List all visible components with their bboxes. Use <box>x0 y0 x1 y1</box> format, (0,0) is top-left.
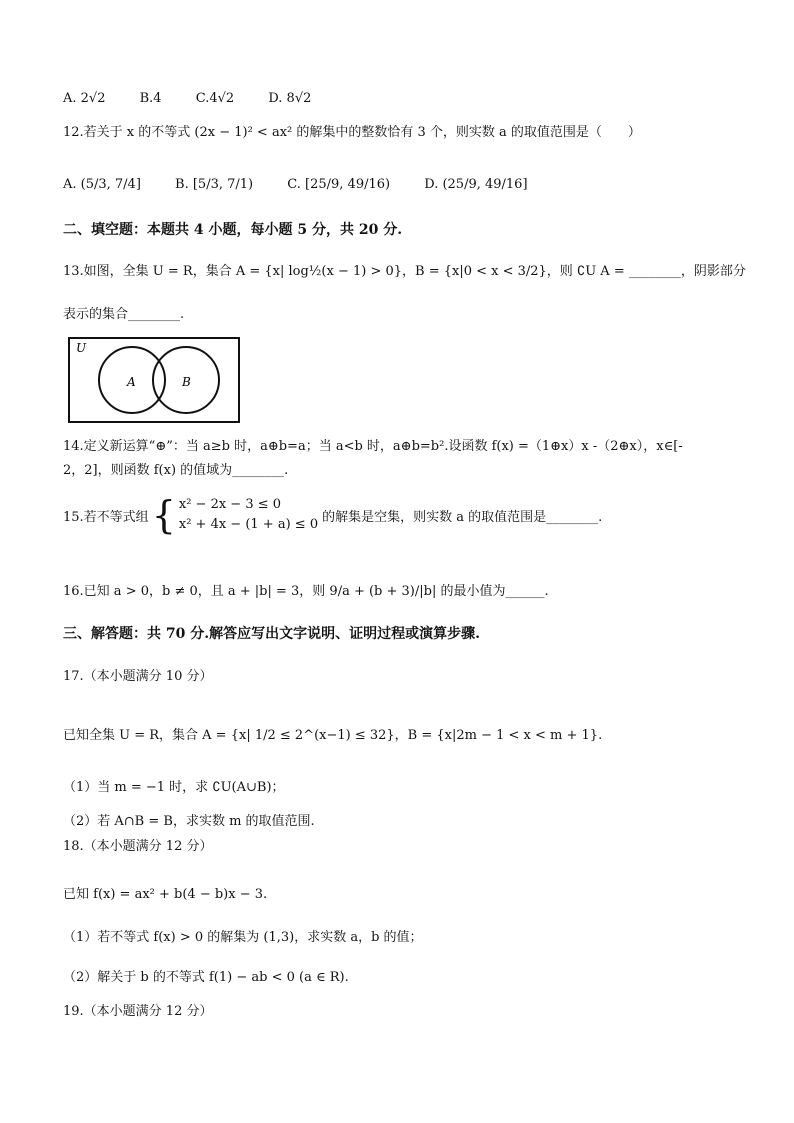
q11-option-c: C.4√2 <box>195 91 235 106</box>
q15-inequality-2: x² + 4x − (1 + a) ≤ 0 <box>178 517 319 532</box>
q15 <box>63 490 602 540</box>
q15-system <box>179 495 318 535</box>
q13-line2: 表示的集合________. <box>63 307 185 322</box>
q11-option-a: A. 2√2 <box>63 91 106 106</box>
q15-prefix: 15.若不等式组 <box>63 509 149 525</box>
q18-part2: （2）解关于 b 的不等式 f(1) − ab < 0 (a ∈ R). <box>63 970 349 985</box>
set-b-label: B <box>182 375 191 389</box>
set-a-label: A <box>127 375 136 389</box>
venn-diagram <box>68 337 240 425</box>
q12-option-d: D. (25/9, 49/16] <box>424 177 528 192</box>
q15-brace: { <box>151 493 176 537</box>
q17-part1: （1）当 m = −1 时，求 ∁U(A∪B)； <box>63 780 285 795</box>
q15-inequality-1: x² − 2x − 3 ≤ 0 <box>178 497 282 512</box>
q12-option-a: A. (5/3, 7/4] <box>63 177 141 192</box>
q11-option-d: D. 8√2 <box>268 91 312 106</box>
universe-label: U <box>76 341 87 355</box>
q16: 16.已知 a > 0，b ≠ 0，且 a + |b| = 3，则 9/a + (b + 3)/|b| 的最小值为______. <box>63 584 549 599</box>
section2-title: 二、填空题：本题共 4 小题，每小题 5 分，共 20 分. <box>63 222 403 238</box>
q11-option-b: B.4 <box>139 91 162 106</box>
q18-header: 18.（本小题满分 12 分） <box>63 839 213 854</box>
q12-options <box>63 176 558 194</box>
q18-stem: 已知 f(x) = ax² + b(4 − b)x − 3. <box>63 887 268 902</box>
q13-line1: 13.如图，全集 U = R，集合 A = {x| log½(x − 1) > 0}，B = {x|0 < x < 3/2}，则 ∁U A = ________，阴影部分 <box>63 264 746 279</box>
q14-line2: 2，2]，则函数 f(x) 的值域为________. <box>63 463 289 478</box>
q12-option-b: B. [5/3, 7/1) <box>175 177 254 192</box>
q18-part1: （1）若不等式 f(x) > 0 的解集为 (1,3)，求实数 a，b 的值； <box>63 930 423 945</box>
q19-header: 19.（本小题满分 12 分） <box>63 1004 213 1019</box>
q17-header: 17.（本小题满分 10 分） <box>63 669 213 684</box>
q14-line1: 14.定义新运算“⊕”：当 a≥b 时，a⊕b=a；当 a<b 时，a⊕b=b².设函数 f(x) =（1⊕x）x -（2⊕x），x∈[- <box>63 439 683 454</box>
section3-title: 三、解答题：共 70 分.解答应写出文字说明、证明过程或演算步骤. <box>63 626 480 642</box>
q15-suffix: 的解集是空集，则实数 a 的取值范围是________. <box>322 509 603 525</box>
q11-options <box>63 90 341 108</box>
q17-stem: 已知全集 U = R，集合 A = {x| 1/2 ≤ 2^(x−1) ≤ 32}，B = {x|2m − 1 < x < m + 1}. <box>63 728 603 743</box>
q12-stem: 12.若关于 x 的不等式 (2x − 1)² < ax² 的解集中的整数恰有 3 个，则实数 a 的取值范围是（ ） <box>63 125 641 140</box>
q12-option-c: C. [25/9, 49/16) <box>287 177 391 192</box>
q17-part2: （2）若 A∩B = B，求实数 m 的取值范围. <box>63 814 315 829</box>
